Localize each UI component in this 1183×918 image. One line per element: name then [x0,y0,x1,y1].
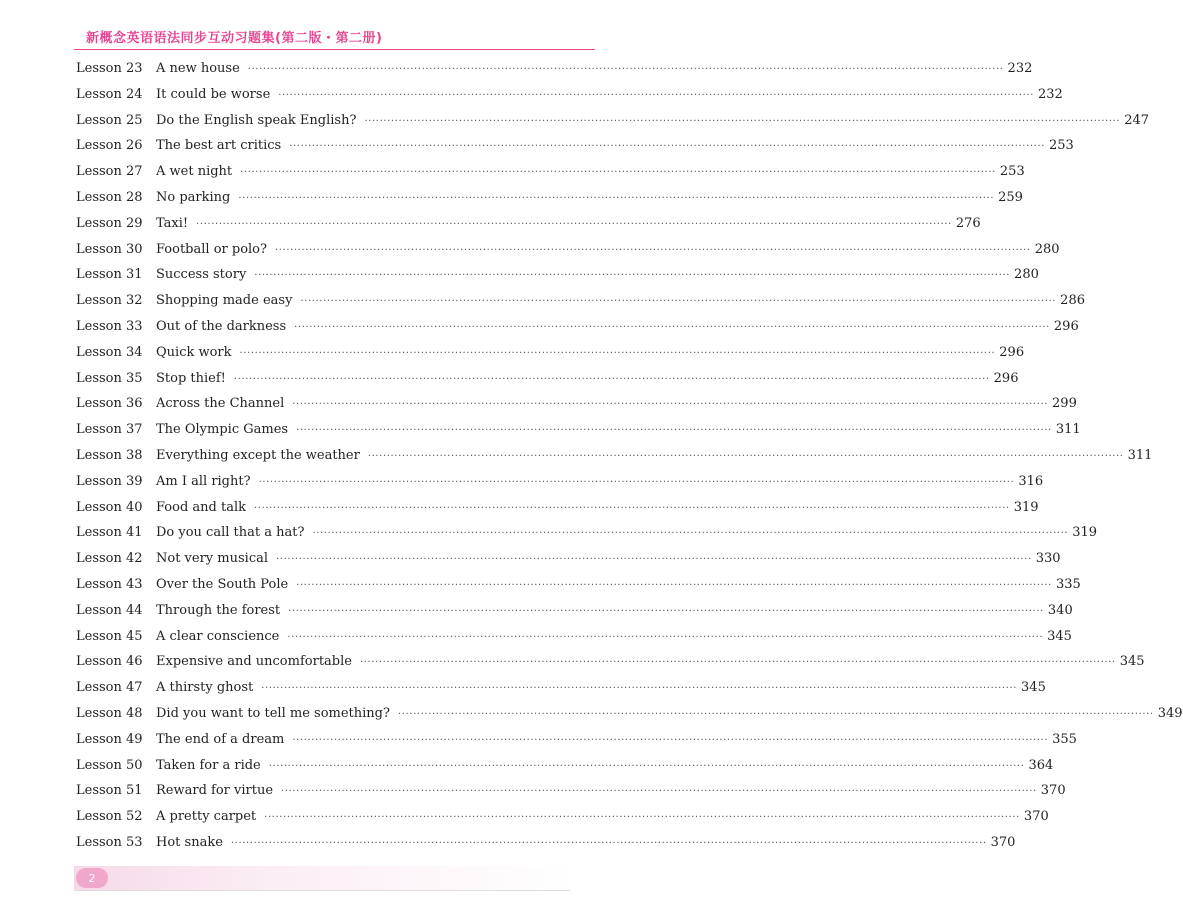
lesson-number: Lesson 49 [76,731,143,747]
page-number: 340 [1047,602,1073,618]
page-number: 232 [1007,61,1033,76]
dot-leader: ········································································································································································································ [196,218,952,230]
dot-leader: ········································································································································································································ [261,683,1018,695]
footer-band [74,866,570,891]
toc-row [76,344,1025,371]
page-number: 370 [990,834,1016,850]
toc-row [76,680,1046,706]
lesson-title: The end of a dream [156,731,285,747]
toc-row [76,757,1054,784]
lesson-number: Lesson 50 [76,757,143,773]
page-number: 232 [1038,86,1063,102]
page-number: 319 [1013,499,1039,515]
toc-row [76,628,1072,655]
lesson-title: A wet night [156,164,233,180]
page-number: 296 [1053,318,1079,334]
toc-row [76,267,1039,293]
page-number: 335 [1055,576,1081,592]
lesson-number: Lesson 24 [76,86,143,102]
dot-leader: ········································································································································································································ [292,399,1049,411]
lesson-title: Expensive and uncomfortable [156,654,352,670]
lesson-title: Stop thief! [156,370,226,386]
lesson-number: Lesson 23 [76,61,143,76]
page-number: 296 [999,344,1025,360]
lesson-title: Shopping made easy [156,293,293,309]
lesson-number: Lesson 27 [76,164,143,180]
toc-row [76,61,1033,87]
toc-row [76,86,1063,113]
lesson-title: Food and talk [156,499,247,515]
dot-leader: ········································································································································································································ [240,167,996,179]
dot-leader: ········································································································································································································ [268,760,1025,772]
lesson-title: Through the forest [156,602,281,618]
lesson-title: Taxi! [156,215,189,231]
lesson-title: Across the Channel [156,396,285,412]
lesson-number: Lesson 34 [76,344,143,360]
dot-leader: ········································································································································································································ [238,192,995,204]
lesson-title: Do the English speak English? [156,112,357,128]
dot-leader: ········································································································································································································ [287,631,1044,643]
table-of-contents [76,61,1183,861]
header-title: 新概念英语语法同步互动习题集(第二版・第二册) [86,31,383,46]
lesson-title: Everything except the weather [156,447,360,463]
dot-leader: ········································································································································································································ [397,708,1154,720]
dot-leader: ········································································································································································································ [359,657,1116,669]
lesson-title: It could be worse [156,86,271,102]
lesson-number: Lesson 48 [76,705,143,721]
lesson-number: Lesson 25 [76,112,143,128]
lesson-title: A new house [156,61,240,76]
lesson-title: Out of the darkness [156,318,287,334]
page-number: 345 [1047,628,1072,644]
page-number: 299 [1052,396,1077,412]
lesson-title: The best art critics [156,138,282,154]
page-number: 253 [1048,138,1074,154]
dot-leader: ········································································································································································································ [233,373,990,385]
lesson-number: Lesson 28 [76,189,143,205]
dot-leader: ········································································································································································································ [239,347,996,359]
page-number: 355 [1052,731,1077,747]
toc-row [76,783,1066,809]
lesson-number: Lesson 32 [76,293,143,309]
page-number: 330 [1035,551,1061,567]
toc-row [76,112,1150,139]
lesson-number: Lesson 30 [76,241,143,257]
page-number: 311 [1055,422,1081,438]
lesson-title: Do you call that a hat? [156,525,305,541]
page-number: 280 [1014,267,1039,283]
lesson-number: Lesson 53 [76,834,143,850]
toc-row [76,602,1073,629]
lesson-title: Did you want to tell me something? [156,705,390,721]
lesson-title: Quick work [156,344,232,360]
toc-row [76,241,1060,268]
lesson-number: Lesson 41 [76,525,143,541]
page-number: 259 [998,189,1023,205]
lesson-number: Lesson 35 [76,370,143,386]
toc-row [76,189,1023,216]
lesson-title: Success story [156,267,247,283]
lesson-number: Lesson 43 [76,576,143,592]
toc-row [76,164,1025,190]
lesson-number: Lesson 31 [76,267,143,283]
dot-leader: ········································································································································································································ [292,734,1049,746]
dot-leader: ········································································································································································································ [300,296,1057,308]
header-divider [74,49,595,50]
dot-leader: ········································································································································································································ [312,528,1069,540]
dot-leader: ········································································································································································································ [254,270,1011,282]
toc-row [76,654,1145,680]
toc-row [76,138,1074,164]
dot-leader: ········································································································································································································ [294,321,1050,333]
page-number: 311 [1127,447,1153,463]
toc-row [76,473,1044,500]
toc-row [76,731,1077,758]
dot-leader: ········································································································································································································ [281,786,1037,798]
lesson-number: Lesson 42 [76,551,143,567]
toc-row [76,447,1153,474]
page-number: 296 [993,370,1019,386]
page-number: 319 [1072,525,1098,541]
lesson-number: Lesson 46 [76,654,143,670]
dot-leader: ········································································································································································································ [258,476,1015,488]
lesson-title: A pretty carpet [156,809,257,825]
toc-row [76,215,981,242]
toc-row [76,809,1049,835]
page-number: 364 [1028,757,1054,773]
dot-leader: ········································································································································································································ [288,605,1044,617]
dot-leader: ········································································································································································································ [264,812,1020,824]
page-number: 276 [955,215,981,231]
dot-leader: ········································································································································································································ [247,64,1004,75]
dot-leader: ········································································································································································································ [296,425,1052,437]
dot-leader: ········································································································································································································ [367,450,1124,462]
lesson-title: No parking [156,189,231,205]
toc-row [76,396,1077,422]
page-number: 345 [1021,680,1046,696]
toc-row [76,422,1081,448]
lesson-number: Lesson 45 [76,628,143,644]
dot-leader: ········································································································································································································ [276,554,1032,566]
dot-leader: ········································································································································································································ [289,141,1045,153]
lesson-number: Lesson 44 [76,602,143,618]
page-number: 316 [1018,473,1044,489]
lesson-title: A thirsty ghost [156,680,254,696]
toc-row [76,705,1183,732]
page-number: 370 [1040,783,1066,799]
page-number: 345 [1119,654,1145,670]
lesson-number: Lesson 47 [76,680,143,696]
page-number: 349 [1157,705,1183,721]
toc-row [76,834,1016,861]
lesson-number: Lesson 29 [76,215,143,231]
lesson-number: Lesson 38 [76,447,143,463]
dot-leader: ········································································································································································································ [230,837,987,849]
lesson-number: Lesson 40 [76,499,143,515]
toc-row [76,576,1081,603]
lesson-title: Football or polo? [156,241,267,257]
lesson-title: Am I all right? [156,473,251,489]
lesson-number: Lesson 36 [76,396,143,412]
page-number-badge: 2 [76,868,108,888]
lesson-title: Reward for virtue [156,783,274,799]
lesson-number: Lesson 37 [76,422,143,438]
dot-leader: ········································································································································································································ [296,579,1052,591]
lesson-title: The Olympic Games [156,422,289,438]
lesson-number: Lesson 52 [76,809,143,825]
page-number: 286 [1060,293,1085,309]
toc-row [76,499,1039,526]
lesson-title: Over the South Pole [156,576,289,592]
page-number: 280 [1034,241,1060,257]
page-number: 253 [999,164,1025,180]
page-number: 247 [1124,112,1150,128]
lesson-number: Lesson 26 [76,138,143,154]
lesson-number: Lesson 39 [76,473,143,489]
toc-row [76,551,1061,577]
lesson-title: A clear conscience [156,628,280,644]
dot-leader: ········································································································································································································ [254,502,1010,514]
lesson-number: Lesson 51 [76,783,143,799]
toc-row [76,318,1079,345]
lesson-title: Not very musical [156,551,269,567]
lesson-title: Taken for a ride [156,757,261,773]
toc-row [76,293,1085,319]
page-number: 370 [1023,809,1049,825]
lesson-title: Hot snake [156,834,223,850]
dot-leader: ········································································································································································································ [364,115,1121,127]
toc-row [76,370,1019,397]
dot-leader: ········································································································································································································ [274,244,1031,256]
lesson-number: Lesson 33 [76,318,143,334]
toc-row [76,525,1098,551]
dot-leader: ········································································································································································································ [278,89,1035,101]
